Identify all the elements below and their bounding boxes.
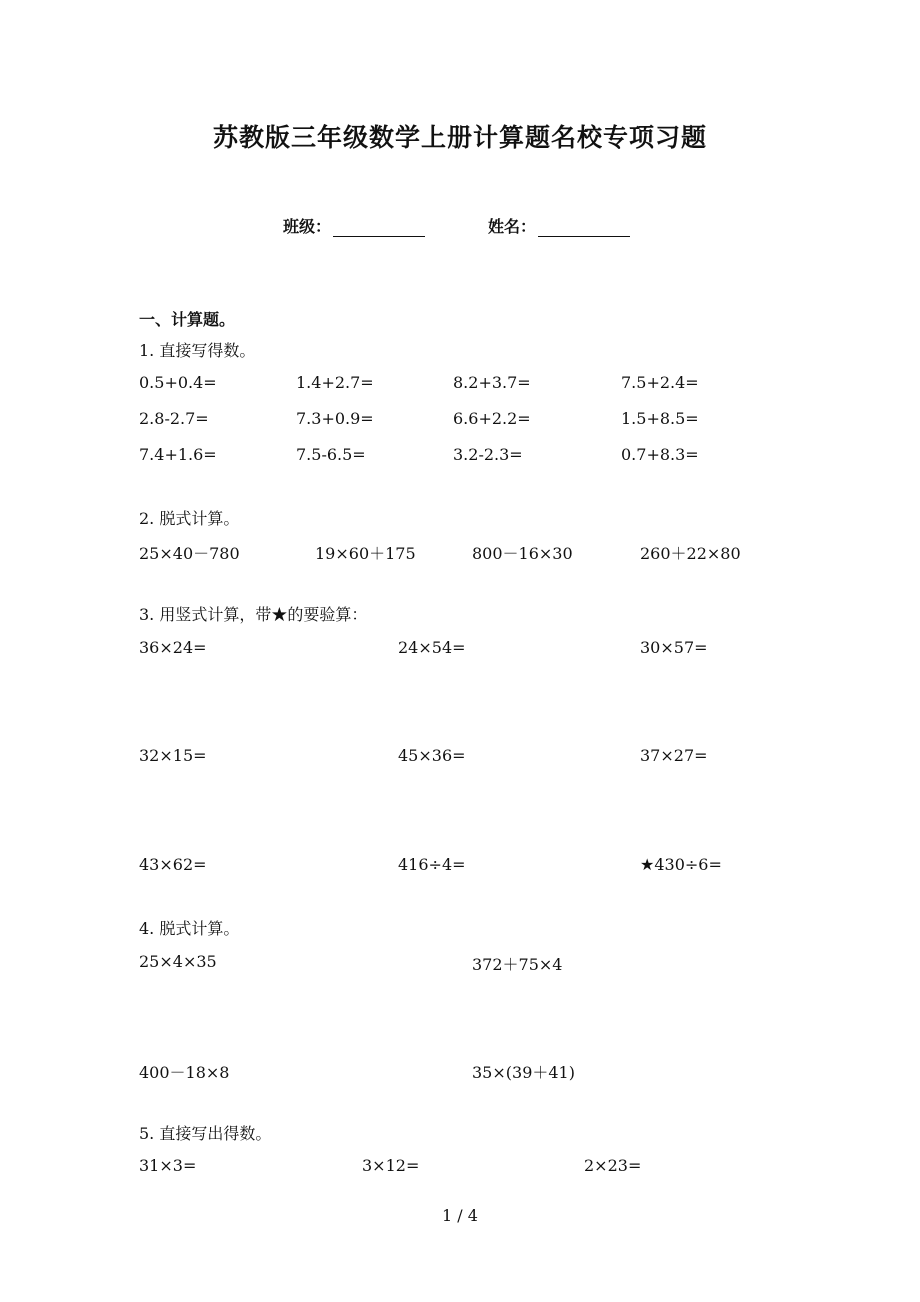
problem-starred: ★430÷6=	[640, 855, 722, 874]
problem: 7.5+2.4=	[621, 373, 699, 392]
question-1-title: 1. 直接写得数。	[139, 341, 256, 360]
question-4-title: 4. 脱式计算。	[139, 919, 240, 938]
problem: 37×27=	[640, 746, 708, 765]
problem: 25×40－780	[139, 544, 240, 563]
page-number: 1 / 4	[442, 1206, 478, 1225]
problem: 7.3+0.9=	[296, 409, 374, 428]
name-field	[488, 214, 630, 237]
section-heading: 一、计算题。	[139, 310, 236, 329]
problem: 0.7+8.3=	[621, 445, 699, 464]
problem: 31×3=	[139, 1156, 197, 1175]
problem: 43×62=	[139, 855, 207, 874]
class-label: 班级：	[283, 217, 332, 236]
problem: 1.5+8.5=	[621, 409, 699, 428]
problem: 1.4+2.7=	[296, 373, 374, 392]
problem: 24×54=	[398, 638, 466, 657]
class-field	[283, 214, 425, 237]
problem: 6.6+2.2=	[453, 409, 531, 428]
problem: 372＋75×4	[472, 955, 563, 974]
problem: 800－16×30	[472, 544, 573, 563]
problem: 416÷4=	[398, 855, 466, 874]
problem: 7.4+1.6=	[139, 445, 217, 464]
name-blank-line	[538, 218, 630, 237]
problem: 7.5-6.5=	[296, 445, 366, 464]
problem: 32×15=	[139, 746, 207, 765]
problem: 25×4×35	[139, 952, 217, 971]
problem: 2×23=	[584, 1156, 642, 1175]
page-title: 苏教版三年级数学上册计算题名校专项习题	[212, 123, 707, 152]
name-label: 姓名：	[488, 217, 537, 236]
problem: 260＋22×80	[640, 544, 741, 563]
question-3-title: 3. 用竖式计算，带★的要验算：	[139, 605, 368, 624]
problem: 3×12=	[362, 1156, 420, 1175]
problem: 45×36=	[398, 746, 466, 765]
question-2-title: 2. 脱式计算。	[139, 509, 240, 528]
problem: 36×24=	[139, 638, 207, 657]
problem: 2.8-2.7=	[139, 409, 209, 428]
class-blank-line	[333, 218, 425, 237]
problem: 0.5+0.4=	[139, 373, 217, 392]
problem: 35×(39＋41)	[472, 1063, 575, 1082]
question-5-title: 5. 直接写出得数。	[139, 1124, 272, 1143]
problem: 30×57=	[640, 638, 708, 657]
problem: 3.2-2.3=	[453, 445, 523, 464]
problem: 19×60＋175	[315, 544, 416, 563]
problem: 8.2+3.7=	[453, 373, 531, 392]
problem: 400－18×8	[139, 1063, 230, 1082]
